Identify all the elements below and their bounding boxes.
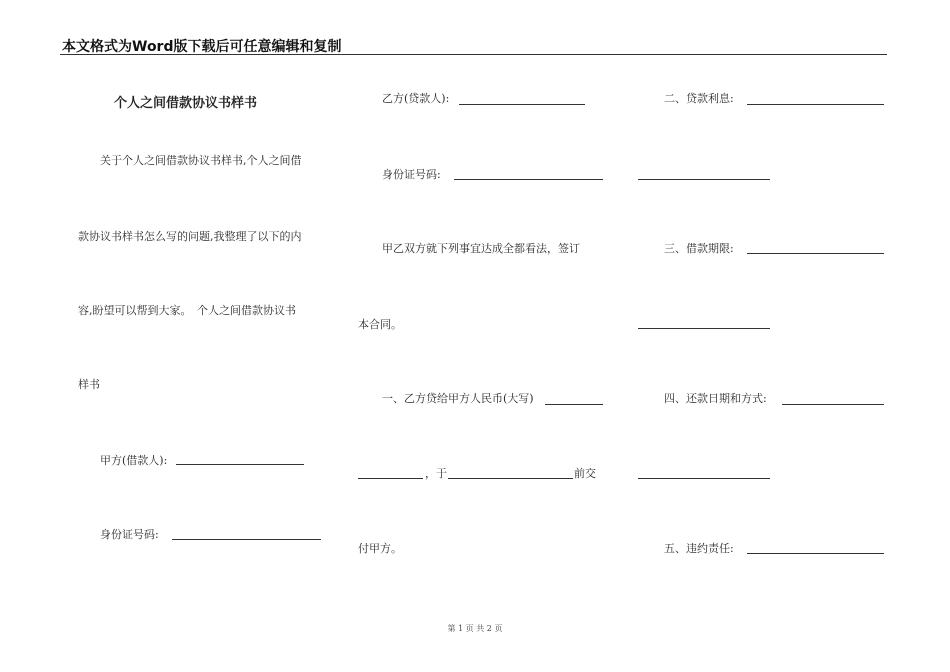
id-b-blank	[454, 179, 603, 180]
agreement-line-2: 本合同。	[358, 318, 402, 331]
item3-blank-cont	[638, 328, 770, 329]
party-a-label: 甲方(借款人):	[100, 454, 168, 467]
item3-label: 三、借款期限:	[664, 242, 734, 255]
document-title: 个人之间借款协议书样书	[114, 96, 258, 111]
agreement-line-1: 甲乙双方就下列事宜达成全都看法，签订	[382, 242, 580, 255]
item2-blank	[747, 104, 884, 105]
intro-line-1: 关于个人之间借款协议书样书,个人之间借	[100, 154, 302, 167]
item3-blank	[747, 253, 884, 254]
party-b-blank	[459, 104, 585, 105]
intro-line-4: 样书	[78, 378, 100, 391]
item1-amount-blank	[545, 404, 603, 405]
item4-blank-cont	[638, 478, 770, 479]
id-b-label: 身份证号码:	[382, 168, 441, 181]
intro-line-2: 款协议书样书怎么写的问题,我整理了以下的内	[78, 230, 302, 243]
item5-label: 五、违约责任:	[664, 542, 734, 555]
page-number: 第 1 页 共 2 页	[447, 624, 503, 633]
item5-blank	[747, 553, 884, 554]
document-header-title: 本文格式为Word版下载后可任意编辑和复制	[62, 39, 342, 55]
intro-line-3: 容,盼望可以帮到大家。 个人之间借款协议书	[78, 304, 296, 317]
item1-amount-blank-cont	[358, 478, 423, 479]
item1-line-1: 一、乙方贷给甲方人民币(大写)	[382, 392, 534, 405]
party-b-label: 乙方(贷款人):	[382, 92, 450, 105]
header-rule	[60, 54, 887, 55]
item4-blank	[782, 404, 884, 405]
id-a-label: 身份证号码:	[100, 528, 159, 541]
id-a-blank	[172, 539, 321, 540]
item2-label: 二、贷款利息:	[664, 92, 734, 105]
item4-label: 四、还款日期和方式:	[664, 392, 767, 405]
item1-date-blank	[448, 478, 573, 479]
item2-blank-cont	[638, 179, 770, 180]
party-a-blank	[176, 464, 304, 465]
item1-comma-text: ，于	[425, 467, 447, 480]
item1-line-3: 付甲方。	[358, 542, 402, 555]
item1-before-text: 前交	[574, 467, 596, 480]
